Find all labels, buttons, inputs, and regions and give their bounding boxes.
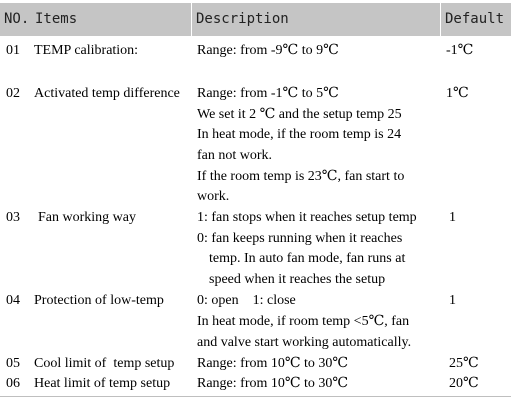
header-default-label: Default bbox=[445, 11, 505, 27]
row-06-item: Heat limit of temp setup bbox=[34, 376, 171, 391]
header-description bbox=[192, 3, 440, 36]
row-03-item: Fan working way bbox=[38, 210, 136, 225]
row-04-no: 04 bbox=[6, 293, 20, 308]
header-items bbox=[31, 3, 191, 36]
header-no bbox=[0, 3, 31, 36]
row-05-item: Cool limit of temp setup bbox=[34, 356, 175, 371]
row-05-desc-line-1: Range: from 10℃ to 30℃ bbox=[197, 356, 349, 371]
row-02-desc-line-5: If the room temp is 23℃, fan start to bbox=[197, 169, 405, 184]
row-03-desc-line-3: temp. In auto fan mode, fan runs at bbox=[209, 251, 406, 266]
row-02-no: 02 bbox=[6, 86, 20, 101]
row-03-desc-line-2: 0: fan keeps running when it reaches bbox=[197, 231, 403, 246]
row-02-desc-line-4: fan not work. bbox=[197, 148, 273, 163]
row-03-default: 1 bbox=[449, 210, 456, 225]
row-01-default: -1℃ bbox=[446, 43, 474, 58]
row-04-default: 1 bbox=[449, 293, 456, 308]
row-02-default: 1℃ bbox=[446, 86, 469, 101]
row-06-desc-line-1: Range: from 10℃ to 30℃ bbox=[197, 376, 349, 391]
header-no-label: NO. bbox=[4, 11, 30, 27]
row-03-desc-line-4: speed when it reaches the setup bbox=[209, 272, 386, 287]
row-04-desc-line-3: and valve start working automatically. bbox=[197, 335, 412, 350]
row-01-item: TEMP calibration: bbox=[34, 43, 139, 58]
table-bottom-rule bbox=[0, 396, 511, 397]
row-04-desc-line-2: In heat mode, if room temp <5℃, fan bbox=[197, 314, 410, 329]
row-02-item: Activated temp difference bbox=[34, 86, 180, 101]
row-02-desc-line-3: In heat mode, if the room temp is 24 bbox=[197, 127, 402, 142]
row-02-desc-line-2: We set it 2 ℃ and the setup temp 25 bbox=[197, 107, 402, 122]
row-02-desc-line-1: Range: from -1℃ to 5℃ bbox=[197, 86, 339, 101]
header-description-label: Description bbox=[196, 11, 289, 27]
row-02-desc-line-6: work. bbox=[197, 189, 230, 204]
row-01-desc-line-1: Range: from -9℃ to 9℃ bbox=[197, 43, 339, 58]
row-04-desc-line-1: 0: open 1: close bbox=[197, 293, 296, 308]
row-01-no: 01 bbox=[6, 43, 20, 58]
row-05-no: 05 bbox=[6, 356, 20, 371]
header-items-label: Items bbox=[35, 11, 78, 27]
header-default bbox=[441, 3, 511, 36]
row-05-default: 25℃ bbox=[449, 356, 479, 371]
row-03-desc-line-1: 1: fan stops when it reaches setup temp bbox=[197, 210, 417, 225]
row-03-no: 03 bbox=[6, 210, 20, 225]
row-06-default: 20℃ bbox=[449, 376, 479, 391]
row-04-item: Protection of low-temp bbox=[34, 293, 164, 308]
row-06-no: 06 bbox=[6, 376, 20, 391]
